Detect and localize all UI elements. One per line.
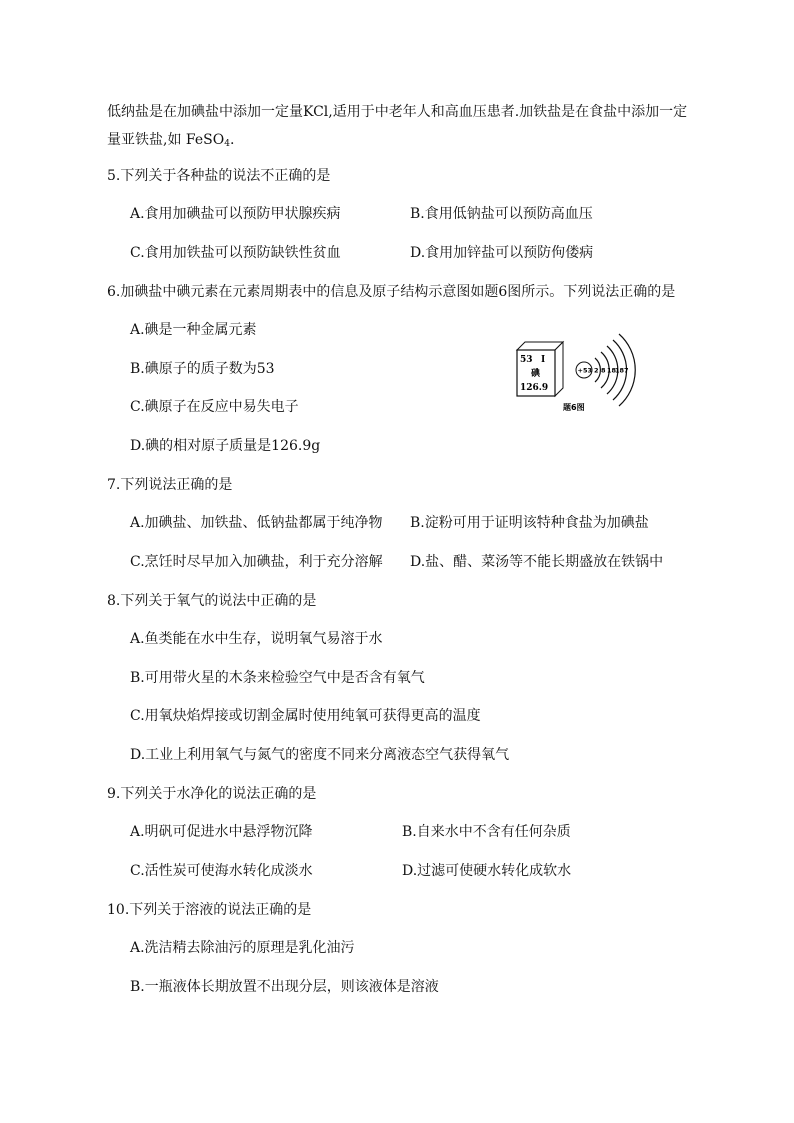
question-6-option-d: D.碘的相对原子质量是126.9g: [130, 438, 321, 454]
shell-3-count: 18: [607, 366, 617, 375]
iodine-atom-figure: [505, 328, 645, 418]
tile-symbol: I: [541, 355, 546, 365]
question-5-stem: 5.下列关于各种盐的说法不正确的是: [107, 168, 331, 184]
question-7-stem: 7.下列说法正确的是: [107, 477, 233, 493]
shell-2-count: 8: [601, 366, 606, 375]
periodic-table-tile: [517, 342, 563, 396]
question-5-option-b: B.食用低钠盐可以预防高血压: [410, 206, 593, 222]
question-10-stem: 10.下列关于溶液的说法正确的是: [107, 902, 312, 918]
question-9-option-a: A.明矾可促进水中悬浮物沉降: [130, 824, 313, 840]
question-10-option-a: A.洗洁精去除油污的原理是乳化油污: [130, 940, 355, 956]
question-8-option-c: C.用氧炔焰焊接或切割金属时使用纯氧可获得更高的温度: [130, 708, 481, 724]
intro-line-2-end: .: [229, 132, 235, 148]
question-8-option-b: B.可用带火星的木条来检验空气中是否含有氧气: [130, 670, 425, 686]
figure-caption: 题6图: [563, 403, 585, 412]
question-7-option-a: A.加碘盐、加铁盐、低钠盐都属于纯净物: [130, 515, 383, 531]
question-5-option-d: D.食用加锌盐可以预防佝偻病: [410, 245, 594, 261]
question-5-option-a: A.食用加碘盐可以预防甲状腺疾病: [130, 206, 341, 222]
question-8-option-d: D.工业上利用氧气与氮气的密度不同来分离液态空气获得氧气: [130, 747, 510, 763]
atom-structure: [576, 334, 635, 406]
question-6-stem: 6.加碘盐中碘元素在元素周期表中的信息及原子结构示意图如题6图所示。下列说法正确的是: [107, 284, 676, 300]
question-7-option-c: C.烹饪时尽早加入加碘盐，利于充分溶解: [130, 554, 383, 570]
tile-atomic-number: 53: [520, 355, 533, 365]
shell-1-count: 2: [594, 366, 599, 375]
question-8-stem: 8.下列关于氧气的说法中正确的是: [107, 593, 317, 609]
question-10-option-b: B.一瓶液体长期放置不出现分层，则该液体是溶液: [130, 979, 439, 995]
question-9-option-c: C.活性炭可使海水转化成淡水: [130, 863, 313, 879]
question-7-option-b: B.淀粉可用于证明该特种食盐为加碘盐: [410, 515, 649, 531]
shell-5-count: 7: [624, 366, 629, 375]
intro-subscript: 4: [224, 139, 230, 149]
nucleus-charge: +53: [577, 366, 592, 375]
intro-line-2-text: 量亚铁盐,如 FeSO: [107, 132, 225, 148]
intro-line-2: [107, 130, 707, 154]
question-6-option-c: C.碘原子在反应中易失电子: [130, 399, 299, 415]
question-6-option-b: B.碘原子的质子数为53: [130, 361, 275, 377]
question-9-stem: 9.下列关于水净化的说法正确的是: [107, 786, 317, 802]
tile-name: 碘: [531, 369, 541, 379]
question-5-option-c: C.食用加铁盐可以预防缺铁性贫血: [130, 245, 341, 261]
intro-line-1: 低纳盐是在加碘盐中添加一定量KCl,适用于中老年人和高血压患者.加铁盐是在食盐中添加一定: [107, 104, 688, 120]
question-9-option-d: D.过滤可使硬水转化成软水: [402, 863, 572, 879]
question-6-option-a: A.碘是一种金属元素: [130, 322, 257, 338]
question-7-option-d: D.盐、醋、菜汤等不能长期盛放在铁锅中: [410, 554, 664, 570]
shell-4-count: 18: [615, 366, 625, 375]
question-8-option-a: A.鱼类能在水中生存，说明氧气易溶于水: [130, 631, 383, 647]
tile-mass: 126.9: [520, 383, 549, 393]
question-9-option-b: B.自来水中不含有任何杂质: [402, 824, 571, 840]
